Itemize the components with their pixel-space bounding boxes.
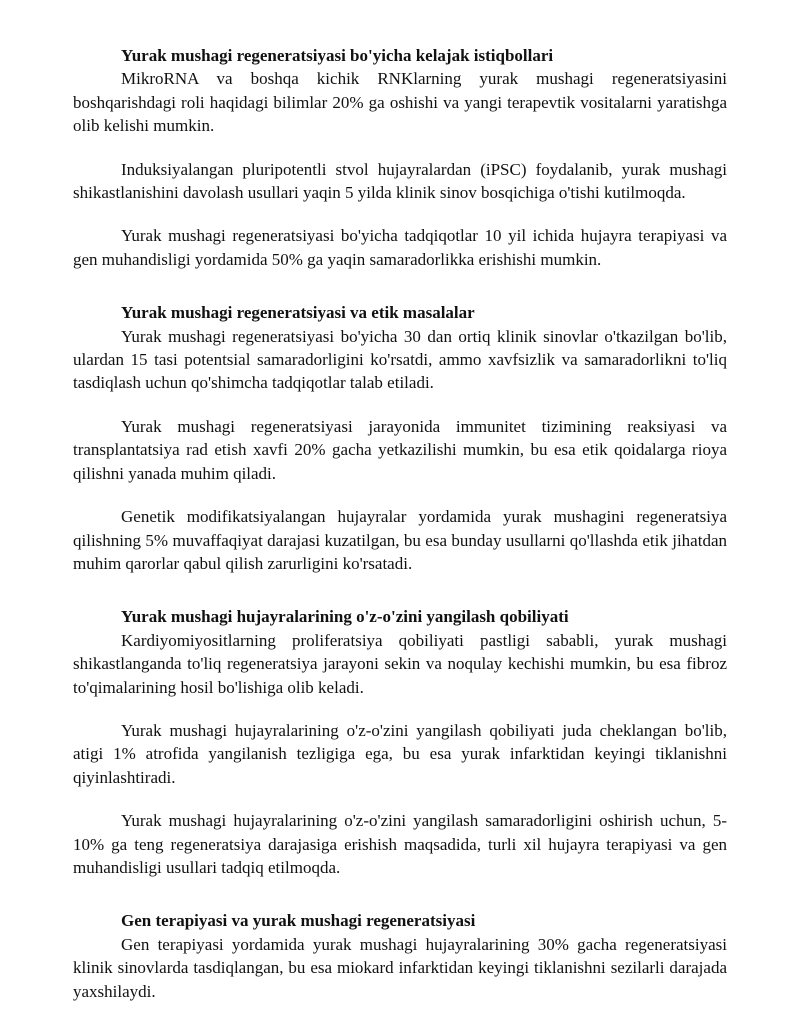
section-future-prospects — [73, 44, 727, 271]
paragraph: Genetik modifikatsiyalangan hujayralar yordamida yurak mushagini regeneratsiya qilishning 5% muvaffaqiyat darajasi kuzatilgan, bu esa bunday usullarni qo'llashda etik jihatdan muhim qarorlar qabul qilish zarurligini ko'rsatadi. — [73, 507, 727, 573]
paragraph: Yurak mushagi hujayralarining o'z-o'zini yangilash qobiliyati juda cheklangan bo'lib, atigi 1% atrofida yangilanish tezligiga ega, bu esa yurak infarktidan keyingi tiklanishni qiyinlashtiradi. — [73, 720, 727, 787]
section-heading: Yurak mushagi regeneratsiyasi va etik masalalar — [121, 303, 475, 323]
section-spacer — [73, 595, 727, 605]
section-spacer — [73, 291, 727, 301]
paragraph: Induksiyalangan pluripotentli stvol hujayralardan (iPSC) foydalanib, yurak mushagi shikastlanishini davolash usullari yaqin 5 yilda klinik sinov bosqichiga o'tishi kutilmoqda. — [73, 159, 727, 203]
section-ethics — [73, 301, 727, 575]
section-self-renewal — [73, 605, 727, 879]
paragraph: Gen terapiyasi yordamida yurak mushagi hujayralarining 30% gacha regeneratsiyasi klinik sinovlarda tasdiqlangan, bu esa miokard infarktidan keyingi tiklanishni sezilarli darajada yaxshilaydi. — [73, 934, 727, 1001]
paragraph: Yurak mushagi hujayralarining o'z-o'zini yangilash samaradorligini oshirish uchun, 5-10% ga teng regeneratsiya darajasiga erishish maqsadida, turli xil hujayra terapiyasi va gen muhandisligi usullari tadqiq etilmoqda. — [73, 811, 727, 877]
section-spacer — [73, 899, 727, 909]
paragraph: Kardiyomiyositlarning proliferatsiya qobiliyati pastligi sababli, yurak mushagi shikastlanganda to'liq regeneratsiya jarayoni sekin va noqulay kechishi mumkin, bu esa fibroz to'qimalarining hosil bo'lishiga olib keladi. — [73, 630, 727, 697]
paragraph: Yurak mushagi regeneratsiyasi bo'yicha 30 dan ortiq klinik sinovlar o'tkazilgan bo'lib, ulardan 15 tasi potentsial samaradorligini ko'rsatdi, ammo xavfsizlik va samaradorlikni to'liq tasdiqlash uchun qo'shimcha tadqiqotlar talab etiladi. — [73, 326, 727, 393]
document-page — [73, 44, 727, 1023]
section-heading: Yurak mushagi regeneratsiyasi bo'yicha kelajak istiqbollari — [121, 46, 554, 65]
section-gene-therapy — [73, 909, 727, 1003]
paragraph: Yurak mushagi regeneratsiyasi bo'yicha tadqiqotlar 10 yil ichida hujayra terapiyasi va gen muhandisligi yordamida 50% ga yaqin samaradorlikka erishishi mumkin. — [73, 226, 727, 269]
section-heading: Gen terapiyasi va yurak mushagi regeneratsiyasi — [121, 911, 476, 931]
section-heading: Yurak mushagi hujayralarining o'z-o'zini yangilash qobiliyati — [121, 607, 569, 627]
paragraph: MikroRNA va boshqa kichik RNKlarning yurak mushagi regeneratsiyasini boshqarishdagi roli haqidagi bilimlar 20% ga oshishi va yangi terapevtik vositalarni yaratishga olib kelishi mumkin. — [73, 69, 727, 136]
paragraph: Yurak mushagi regeneratsiyasi jarayonida immunitet tizimining reaksiyasi va transplantatsiya rad etish xavfi 20% gacha yetkazilishi mumkin, bu esa etik qoidalarga rioya qilishni yanada muhim qiladi. — [73, 416, 727, 483]
